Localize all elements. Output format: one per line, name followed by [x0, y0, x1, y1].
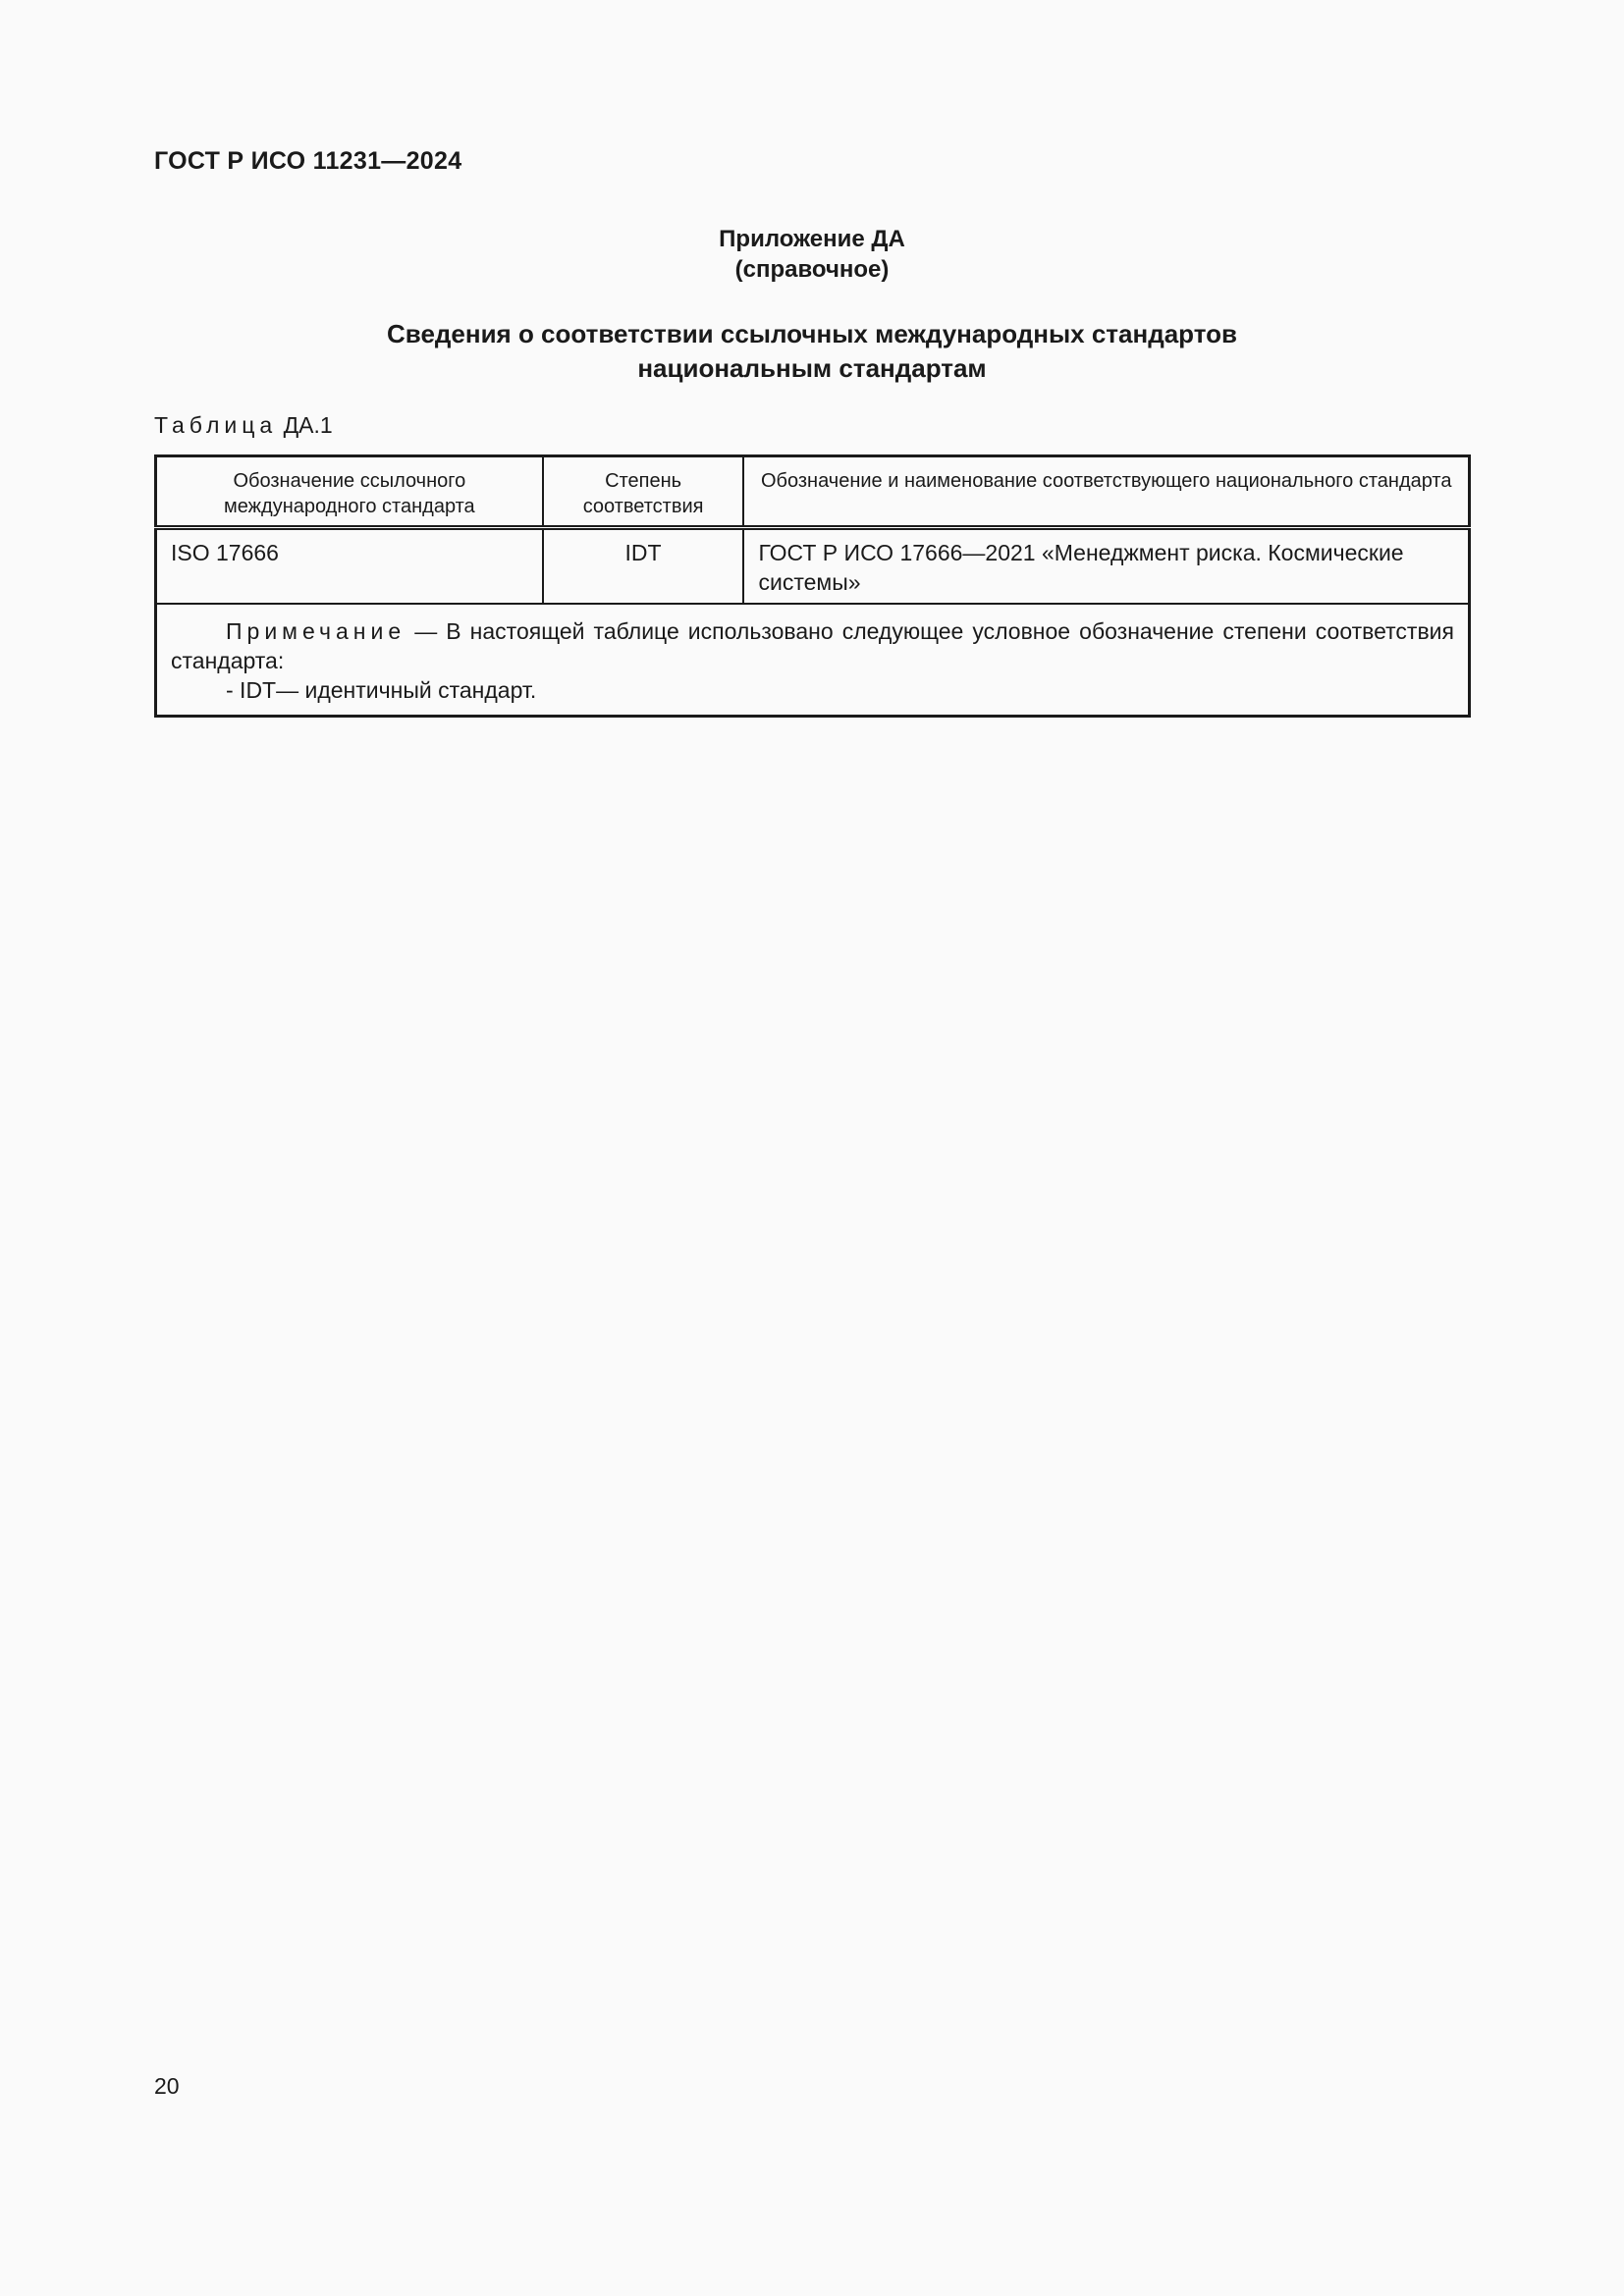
column-header-international: Обозначение ссылочного международного стандарта	[156, 456, 543, 528]
table-row	[156, 528, 1470, 605]
note-item: - IDT— идентичный стандарт.	[226, 677, 537, 703]
table-note	[156, 604, 1470, 717]
cell-international-standard: ISO 17666	[156, 528, 543, 605]
table-caption-id: ДА.1	[283, 412, 333, 438]
appendix-title-line-1: Сведения о соответствии ссылочных международных стандартов	[387, 319, 1237, 348]
column-header-degree: Степень соответствия	[543, 456, 744, 528]
column-header-national: Обозначение и наименование соответствующего национального стандарта	[743, 456, 1469, 528]
correspondence-table	[154, 454, 1471, 718]
table-note-row	[156, 604, 1470, 717]
appendix-label: Приложение ДА	[719, 226, 905, 252]
appendix-heading	[154, 224, 1470, 285]
page-number: 20	[154, 2073, 180, 2099]
table-header-row	[156, 456, 1470, 528]
appendix-type: (справочное)	[734, 256, 890, 283]
cell-national-standard: ГОСТ Р ИСО 17666—2021 «Менеджмент риска. Космические системы»	[743, 528, 1469, 605]
table-caption	[154, 412, 333, 439]
document-designation: ГОСТ Р ИСО 11231—2024	[154, 147, 462, 175]
note-label: Примечание	[226, 618, 406, 644]
appendix-title-line-2: национальным стандартам	[637, 353, 987, 383]
cell-degree: IDT	[543, 528, 744, 605]
appendix-title	[154, 317, 1470, 386]
table-caption-word: Таблица	[154, 412, 278, 438]
note-text: — В настоящей таблице использовано следующее условное обозначение степени соответствия стандарта:	[171, 618, 1454, 673]
